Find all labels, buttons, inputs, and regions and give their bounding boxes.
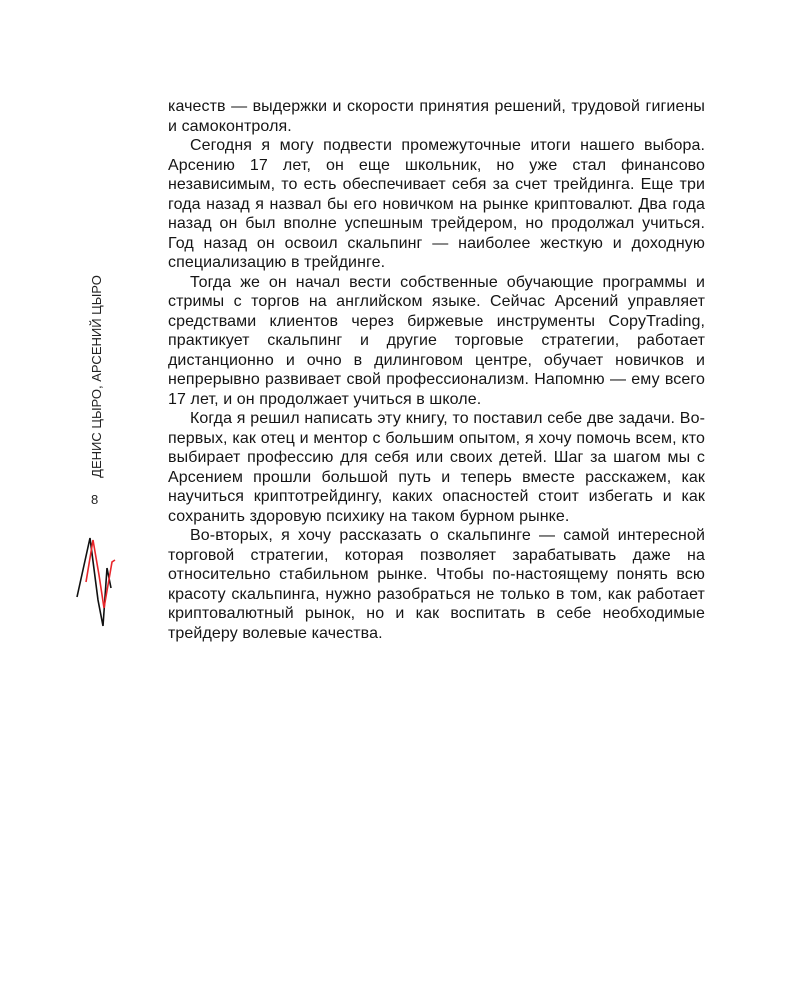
paragraph: Во-вторых, я хочу рассказать о скальпинге — самой интересной торговой стратегии, которая позволяет зарабатывать даже на относительно стабильном рынке. Чтобы по-настоящему понять всю красоту скальпинга, нужно разобраться не только в том, как работает криптовалютный рынок, но и как воспитать в себе необходимые трейдеру волевые качества. bbox=[168, 527, 705, 642]
paragraph: Когда я решил написать эту книгу, то поставил себе две задачи. Во-первых, как отец и ментор с большим опытом, я хочу помочь всем, кто выбирает профессию для себя или своих детей. Шаг за шагом мы с Арсением прошли большой путь и теперь вместе расскажем, как научиться криптотрейдингу, каких опасностей стоит избегать и как сохранить здоровую психику на таком бурном рынке. bbox=[168, 410, 705, 525]
zigzag-chart-icon bbox=[74, 530, 120, 630]
paragraph-continued: качеств — выдержки и скорости принятия решений, трудовой гигиены и самоконтроля. bbox=[168, 98, 705, 135]
zigzag-black-line bbox=[77, 538, 111, 626]
zigzag-red-line bbox=[86, 540, 115, 608]
paragraph: Тогда же он начал вести собственные обучающие программы и стримы с торгов на английском языке. Сейчас Арсений управляет средствами клиентов через биржевые инструменты CopyTrading, практикует скальпинг и другие торговые стратегии, работает дистанционно и очно в дилинговом центре, обучает новичков и непрерывно развивает свой профессионализм. Напомню — ему всего 17 лет, и он продолжает учиться в школе. bbox=[168, 273, 705, 408]
running-title: ДЕНИС ЦЫРО, АРСЕНИЙ ЦЫРО bbox=[88, 274, 104, 478]
paragraph: Сегодня я могу подвести промежуточные итоги нашего выбора. Арсению 17 лет, он еще школьник, но уже стал финансово независимым, то есть обеспечивает себя за счет трейдинга. Еще три года назад я назвал бы его новичком на рынке криптовалют. Два года назад он был вполне успешным трейдером, но продолжал учиться. Год назад он освоил скальпинг — наиболее жесткую и доходную специализацию в трейдинге. bbox=[168, 137, 705, 271]
main-text bbox=[168, 97, 705, 643]
page-number: 8 bbox=[91, 492, 99, 507]
running-head bbox=[84, 271, 108, 481]
